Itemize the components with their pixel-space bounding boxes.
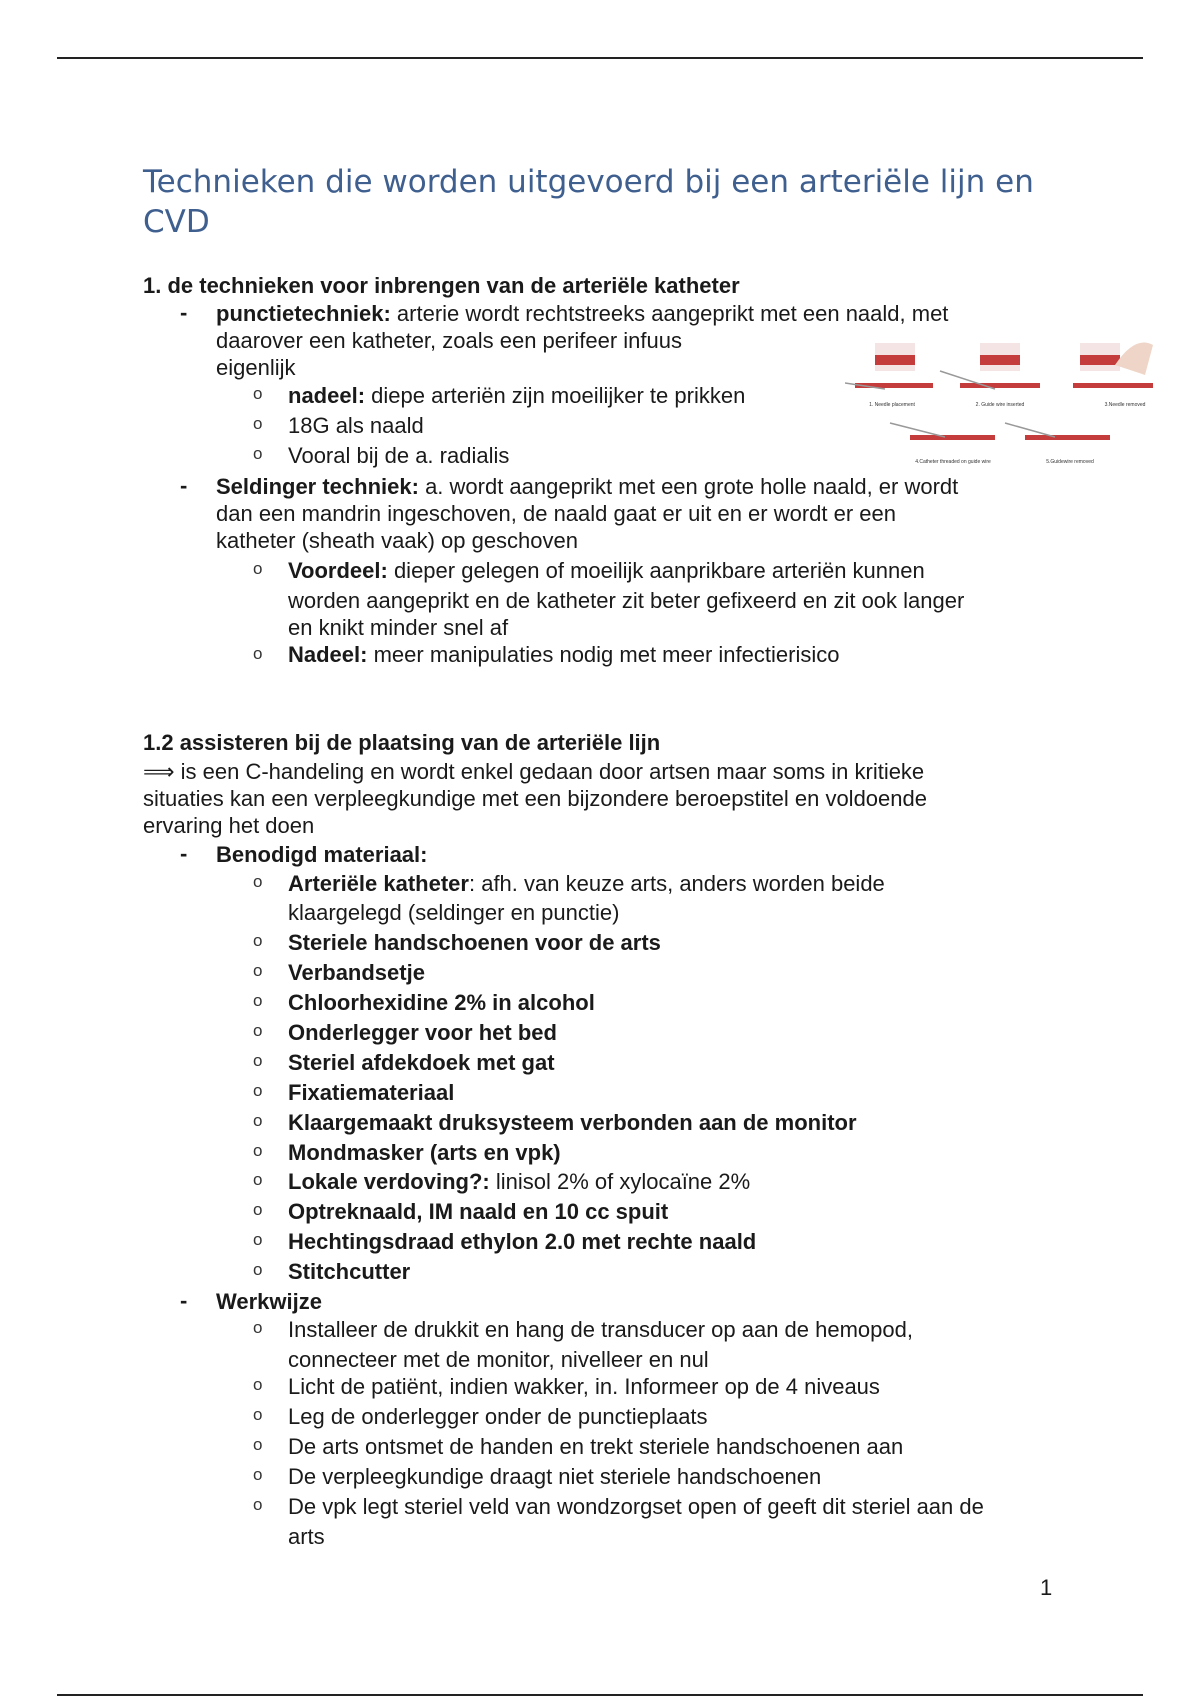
voordeel-line2: worden aangeprikt en de katheter zit beter gefixeerd en zit ook langer [288, 588, 965, 613]
material-item-10: Stitchcutter [288, 1259, 411, 1284]
step-2: Leg de onderlegger onder de punctieplaats [288, 1404, 708, 1429]
material-item-5: Fixatiemateriaal [288, 1080, 455, 1105]
circle-bullet: o [253, 1465, 263, 1484]
step-5-cont: arts [288, 1524, 325, 1549]
lokaal-text: linisol 2% of xylocaïne 2% [489, 1169, 751, 1194]
werkwijze-label: Werkwijze [216, 1289, 322, 1314]
punctie-bullet-2: Vooral bij de a. radialis [288, 443, 510, 468]
nadeel-text: meer manipulaties nodig met meer infectierisico [367, 642, 840, 667]
dash-bullet: - [180, 1288, 188, 1313]
seldinger-line3: katheter (sheath vaak) op geschoven [216, 528, 579, 553]
footer-rule [57, 1694, 1143, 1696]
material-item-3: Onderlegger voor het bed [288, 1020, 557, 1045]
nadeel-label: Nadeel: [288, 642, 368, 667]
lokaal-label: Lokale verdoving?: [288, 1169, 490, 1194]
material-item-4: Steriel afdekdoek met gat [288, 1050, 555, 1075]
step-3-panel [1073, 343, 1153, 389]
dash-bullet: - [180, 300, 188, 325]
voordeel-line3: en knikt minder snel af [288, 615, 509, 640]
lokaal-line [288, 1168, 750, 1195]
intro-line1: ⟹ is een C-handeling en wordt enkel gedaan door artsen maar soms in kritieke [143, 759, 925, 784]
circle-bullet: o [253, 1051, 263, 1070]
page-number: 1 [1040, 1575, 1053, 1600]
material-item-2: Chloorhexidine 2% in alcohol [288, 990, 595, 1015]
step-4-panel [890, 423, 995, 440]
circle-bullet: o [253, 1318, 263, 1337]
material-item-8: Optreknaald, IM naald en 10 cc spuit [288, 1199, 669, 1224]
section1-heading: 1. de technieken voor inbrengen van de arteriële katheter [143, 273, 740, 298]
voordeel-text1: dieper gelegen of moeilijk aanprikbare arteriën kunnen [387, 558, 925, 583]
seldinger-line1 [216, 473, 958, 500]
page-title: Technieken die worden uitgevoerd bij een arteriële lijn en CVD [143, 164, 1034, 240]
circle-bullet: o [253, 414, 263, 433]
caption-5: 5.Guidewire removed [1046, 459, 1094, 465]
seldinger-text1: a. wordt aangeprikt met een grote holle naald, er wordt [418, 474, 959, 499]
step-5-panel [1005, 423, 1110, 440]
intro-line3: ervaring het doen [143, 813, 315, 838]
circle-bullet: o [253, 444, 263, 463]
punctie-line2: daarover een katheter, zoals een perifeer infuus [216, 328, 682, 353]
dash-bullet: - [180, 841, 188, 866]
circle-bullet: o [253, 1081, 263, 1100]
circle-bullet: o [253, 872, 263, 891]
katheter-line1 [288, 870, 885, 897]
circle-bullet: o [253, 1021, 263, 1040]
circle-bullet: o [253, 559, 263, 578]
section2-heading: 1.2 assisteren bij de plaatsing van de arteriële lijn [143, 730, 661, 755]
caption-3: 3.Needle removed [1104, 402, 1146, 408]
punctie-line1 [216, 300, 948, 327]
seldinger-label: Seldinger techniek: [216, 474, 419, 499]
materiaal-label: Benodigd materiaal: [216, 842, 428, 867]
punctie-bullet-1: 18G als naald [288, 413, 424, 438]
circle-bullet: o [253, 1405, 263, 1424]
header-rule [57, 57, 1143, 59]
step-0: Installeer de drukkit en hang de transducer op aan de hemopod, [288, 1317, 913, 1342]
katheter-text1: : afh. van keuze arts, anders worden beide [468, 871, 885, 896]
circle-bullet: o [253, 961, 263, 980]
step-5: De vpk legt steriel veld van wondzorgset open of geeft dit steriel aan de [288, 1494, 984, 1519]
step-1-panel [845, 343, 933, 389]
circle-bullet: o [253, 1260, 263, 1279]
circle-bullet: o [253, 1375, 263, 1394]
material-item-7: Mondmasker (arts en vpk) [288, 1140, 561, 1165]
circle-bullet: o [253, 644, 263, 663]
step-2-panel [940, 343, 1040, 389]
material-item-0: Steriele handschoenen voor de arts [288, 930, 661, 955]
circle-bullet: o [253, 1141, 263, 1160]
bullet-text: diepe arteriën zijn moeilijker te prikken [365, 383, 746, 408]
seldinger-illustration [845, 335, 1175, 470]
material-item-6: Klaargemaakt druksysteem verbonden aan de monitor [288, 1110, 857, 1135]
voordeel-line1 [288, 557, 925, 584]
caption-2: 2. Guide wire inserted [975, 402, 1025, 408]
circle-bullet: o [253, 991, 263, 1010]
katheter-label: Arteriële katheter [288, 871, 469, 896]
step-4: De verpleegkundige draagt niet steriele handschoenen [288, 1464, 822, 1489]
material-item-1: Verbandsetje [288, 960, 425, 985]
circle-bullet: o [253, 1495, 263, 1514]
circle-bullet: o [253, 1111, 263, 1130]
punctie-bullet-0 [288, 382, 745, 409]
punctie-line3: eigenlijk [216, 355, 296, 380]
material-item-9: Hechtingsdraad ethylon 2.0 met rechte naald [288, 1229, 757, 1254]
punctie-label: punctietechniek: [216, 301, 391, 326]
circle-bullet: o [253, 1170, 263, 1189]
circle-bullet: o [253, 931, 263, 950]
circle-bullet: o [253, 1435, 263, 1454]
punctie-text1: arterie wordt rechtstreeks aangeprikt met een naald, met [390, 301, 949, 326]
circle-bullet: o [253, 1230, 263, 1249]
circle-bullet: o [253, 1200, 263, 1219]
caption-1: 1. Needle placement [869, 402, 915, 408]
step-1: Licht de patiënt, indien wakker, in. Informeer op de 4 niveaus [288, 1374, 880, 1399]
step-0-cont: connecteer met de monitor, nivelleer en nul [288, 1347, 709, 1372]
intro-line2: situaties kan een verpleegkundige met een bijzondere beroepstitel en voldoende [143, 786, 927, 811]
dash-bullet: - [180, 473, 188, 498]
caption-4: 4.Catheter threaded on guide wire [915, 459, 991, 465]
voordeel-label: Voordeel: [288, 558, 388, 583]
bullet-bold: nadeel: [288, 383, 366, 408]
step-3: De arts ontsmet de handen en trekt steriele handschoenen aan [288, 1434, 904, 1459]
nadeel-line [288, 641, 839, 668]
circle-bullet: o [253, 384, 263, 403]
seldinger-line2: dan een mandrin ingeschoven, de naald gaat er uit en er wordt er een [216, 501, 897, 526]
katheter-line2: klaargelegd (seldinger en punctie) [288, 900, 620, 925]
